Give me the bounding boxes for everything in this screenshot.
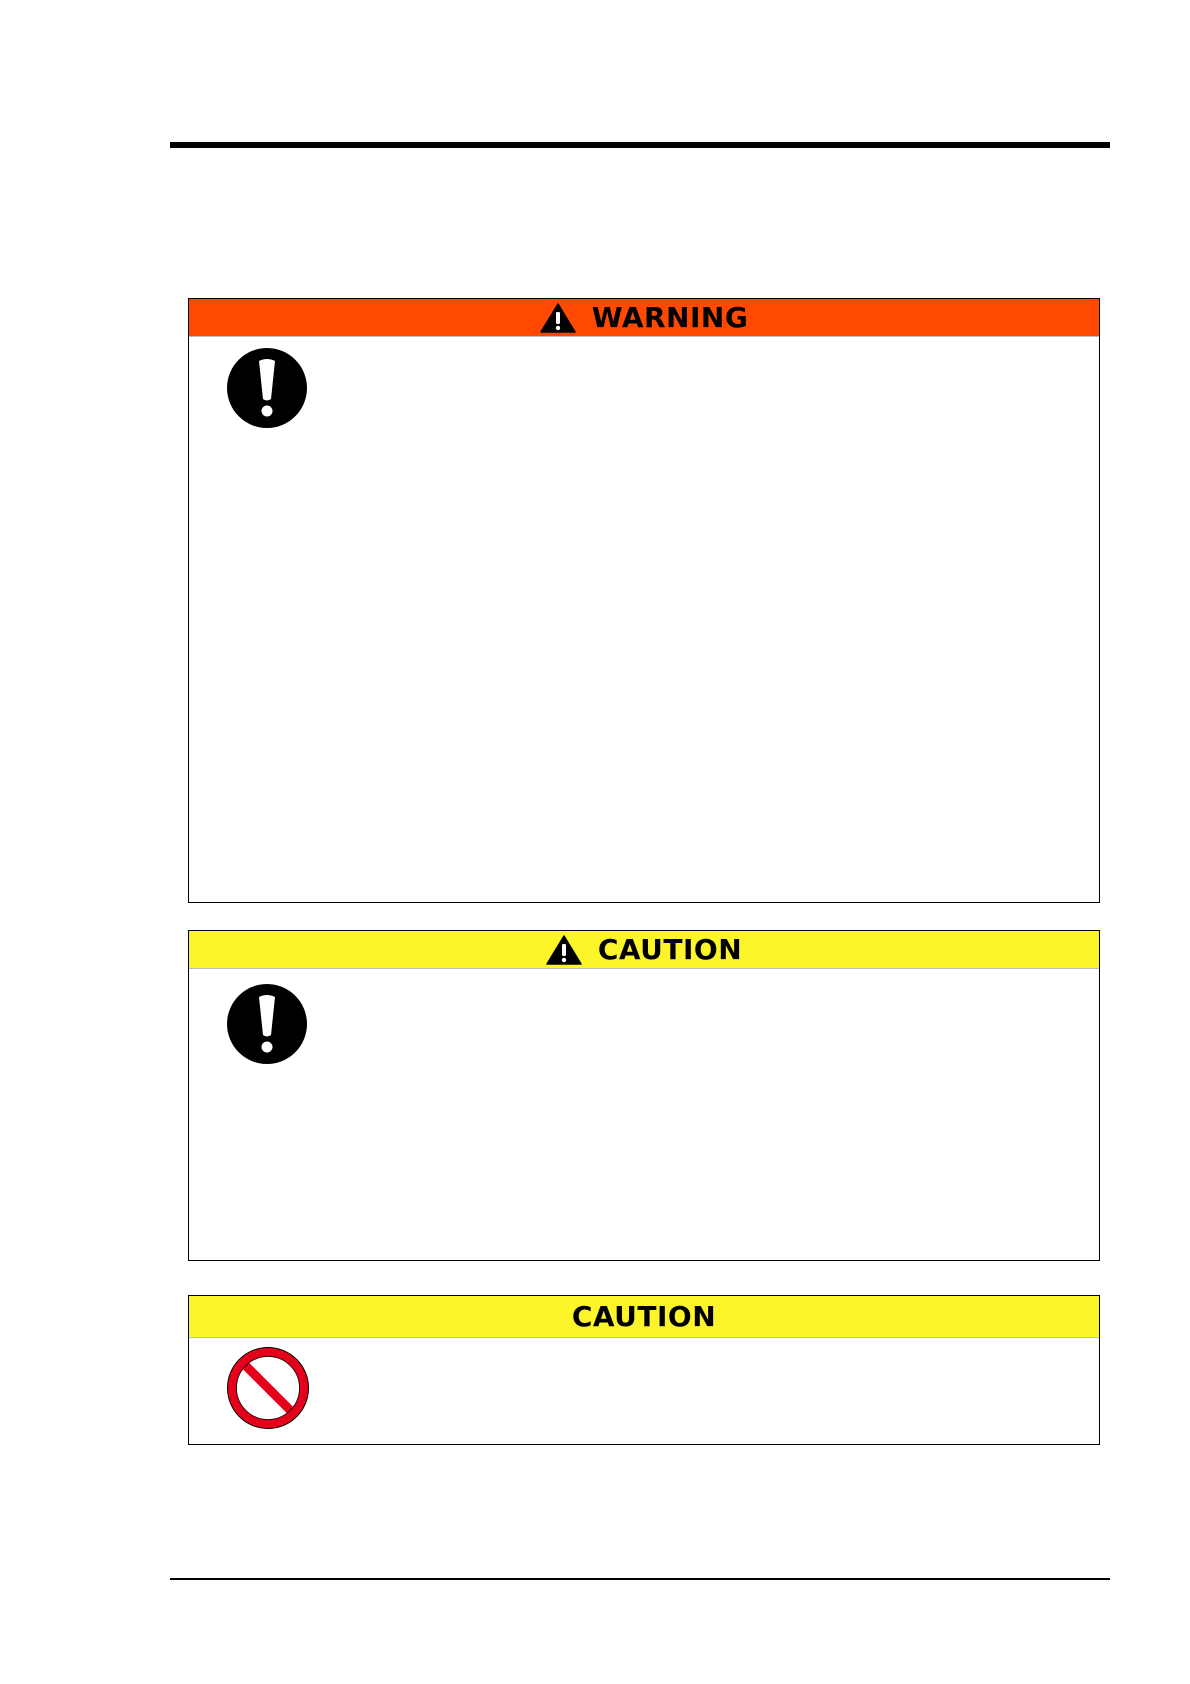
caution-label-1: CAUTION [597,932,743,966]
top-rule [170,142,1110,148]
warning-triangle-icon [546,935,582,965]
caution-header-1 [189,931,1099,969]
caution-label-2: CAUTION [571,1299,717,1333]
caution-notice-2 [188,1295,1100,1445]
warning-label: WARNING [591,300,749,334]
warning-notice [188,298,1100,903]
mandatory-action-icon [226,347,308,429]
mandatory-action-icon [226,983,308,1065]
bottom-rule [170,1578,1110,1580]
caution-header-2 [189,1296,1099,1338]
caution-notice-1 [188,930,1100,1261]
prohibition-icon [226,1346,310,1430]
warning-header [189,299,1099,337]
warning-triangle-icon [540,303,576,333]
